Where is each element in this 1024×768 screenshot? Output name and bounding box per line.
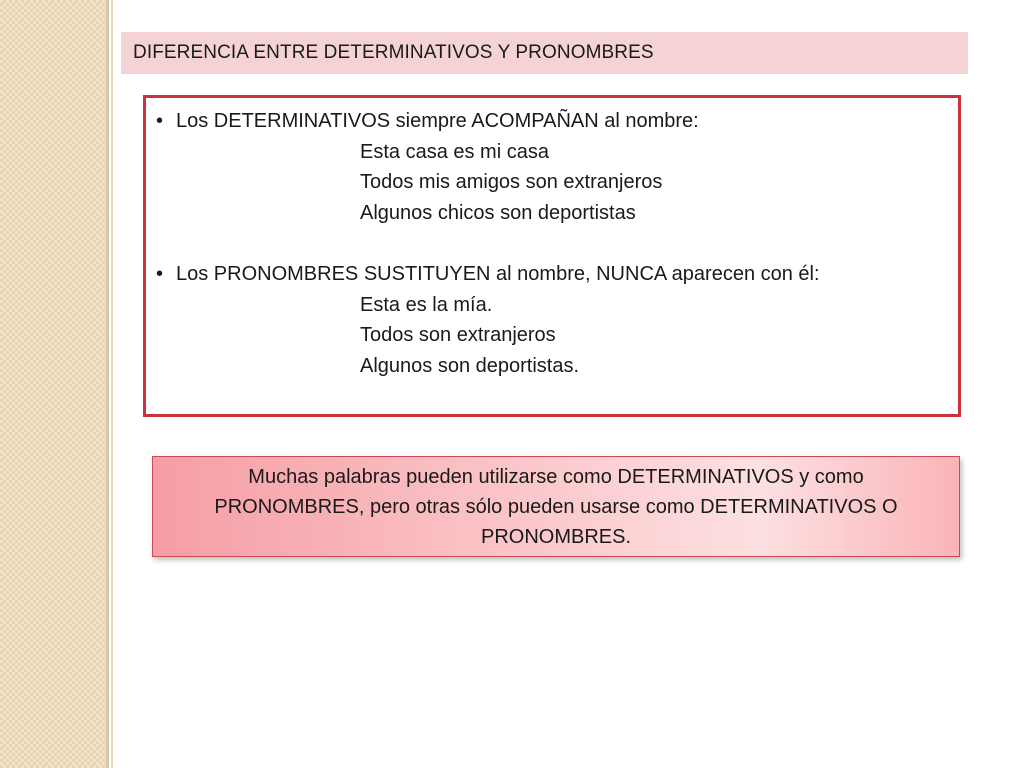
example-line: Todos son extranjeros — [360, 324, 556, 346]
bullet-pronombres — [156, 262, 820, 286]
example-line: Algunos chicos son deportistas — [360, 202, 636, 224]
explanation-box — [143, 95, 961, 417]
bullet-text: Los PRONOMBRES SUSTITUYEN al nombre, NUNCA aparecen con él: — [176, 263, 820, 285]
bullet-marker: • — [156, 110, 164, 132]
example-line: Algunos son deportistas. — [360, 355, 580, 377]
side-divider-line — [106, 0, 109, 768]
note-callout — [152, 456, 960, 557]
example-line: Esta casa es mi casa — [360, 141, 549, 163]
example-line: Todos mis amigos son extranjeros — [360, 171, 663, 193]
side-divider-line-inner — [111, 0, 113, 768]
decorative-side-strip — [0, 0, 106, 768]
slide-title-bar — [121, 32, 968, 74]
bullet-marker: • — [156, 263, 164, 285]
slide-title: DIFERENCIA ENTRE DETERMINATIVOS Y PRONOMBRES — [133, 42, 654, 63]
example-line: Esta es la mía. — [360, 294, 493, 316]
bullet-determinativos — [156, 109, 699, 133]
bullet-text: Los DETERMINATIVOS siempre ACOMPAÑAN al nombre: — [176, 110, 699, 132]
note-text: Muchas palabras pueden utilizarse como DETERMINATIVOS y como PRONOMBRES, pero otras sólo pueden usarse como DETERMINATIVOS O PRONOMBRES. — [214, 465, 898, 548]
